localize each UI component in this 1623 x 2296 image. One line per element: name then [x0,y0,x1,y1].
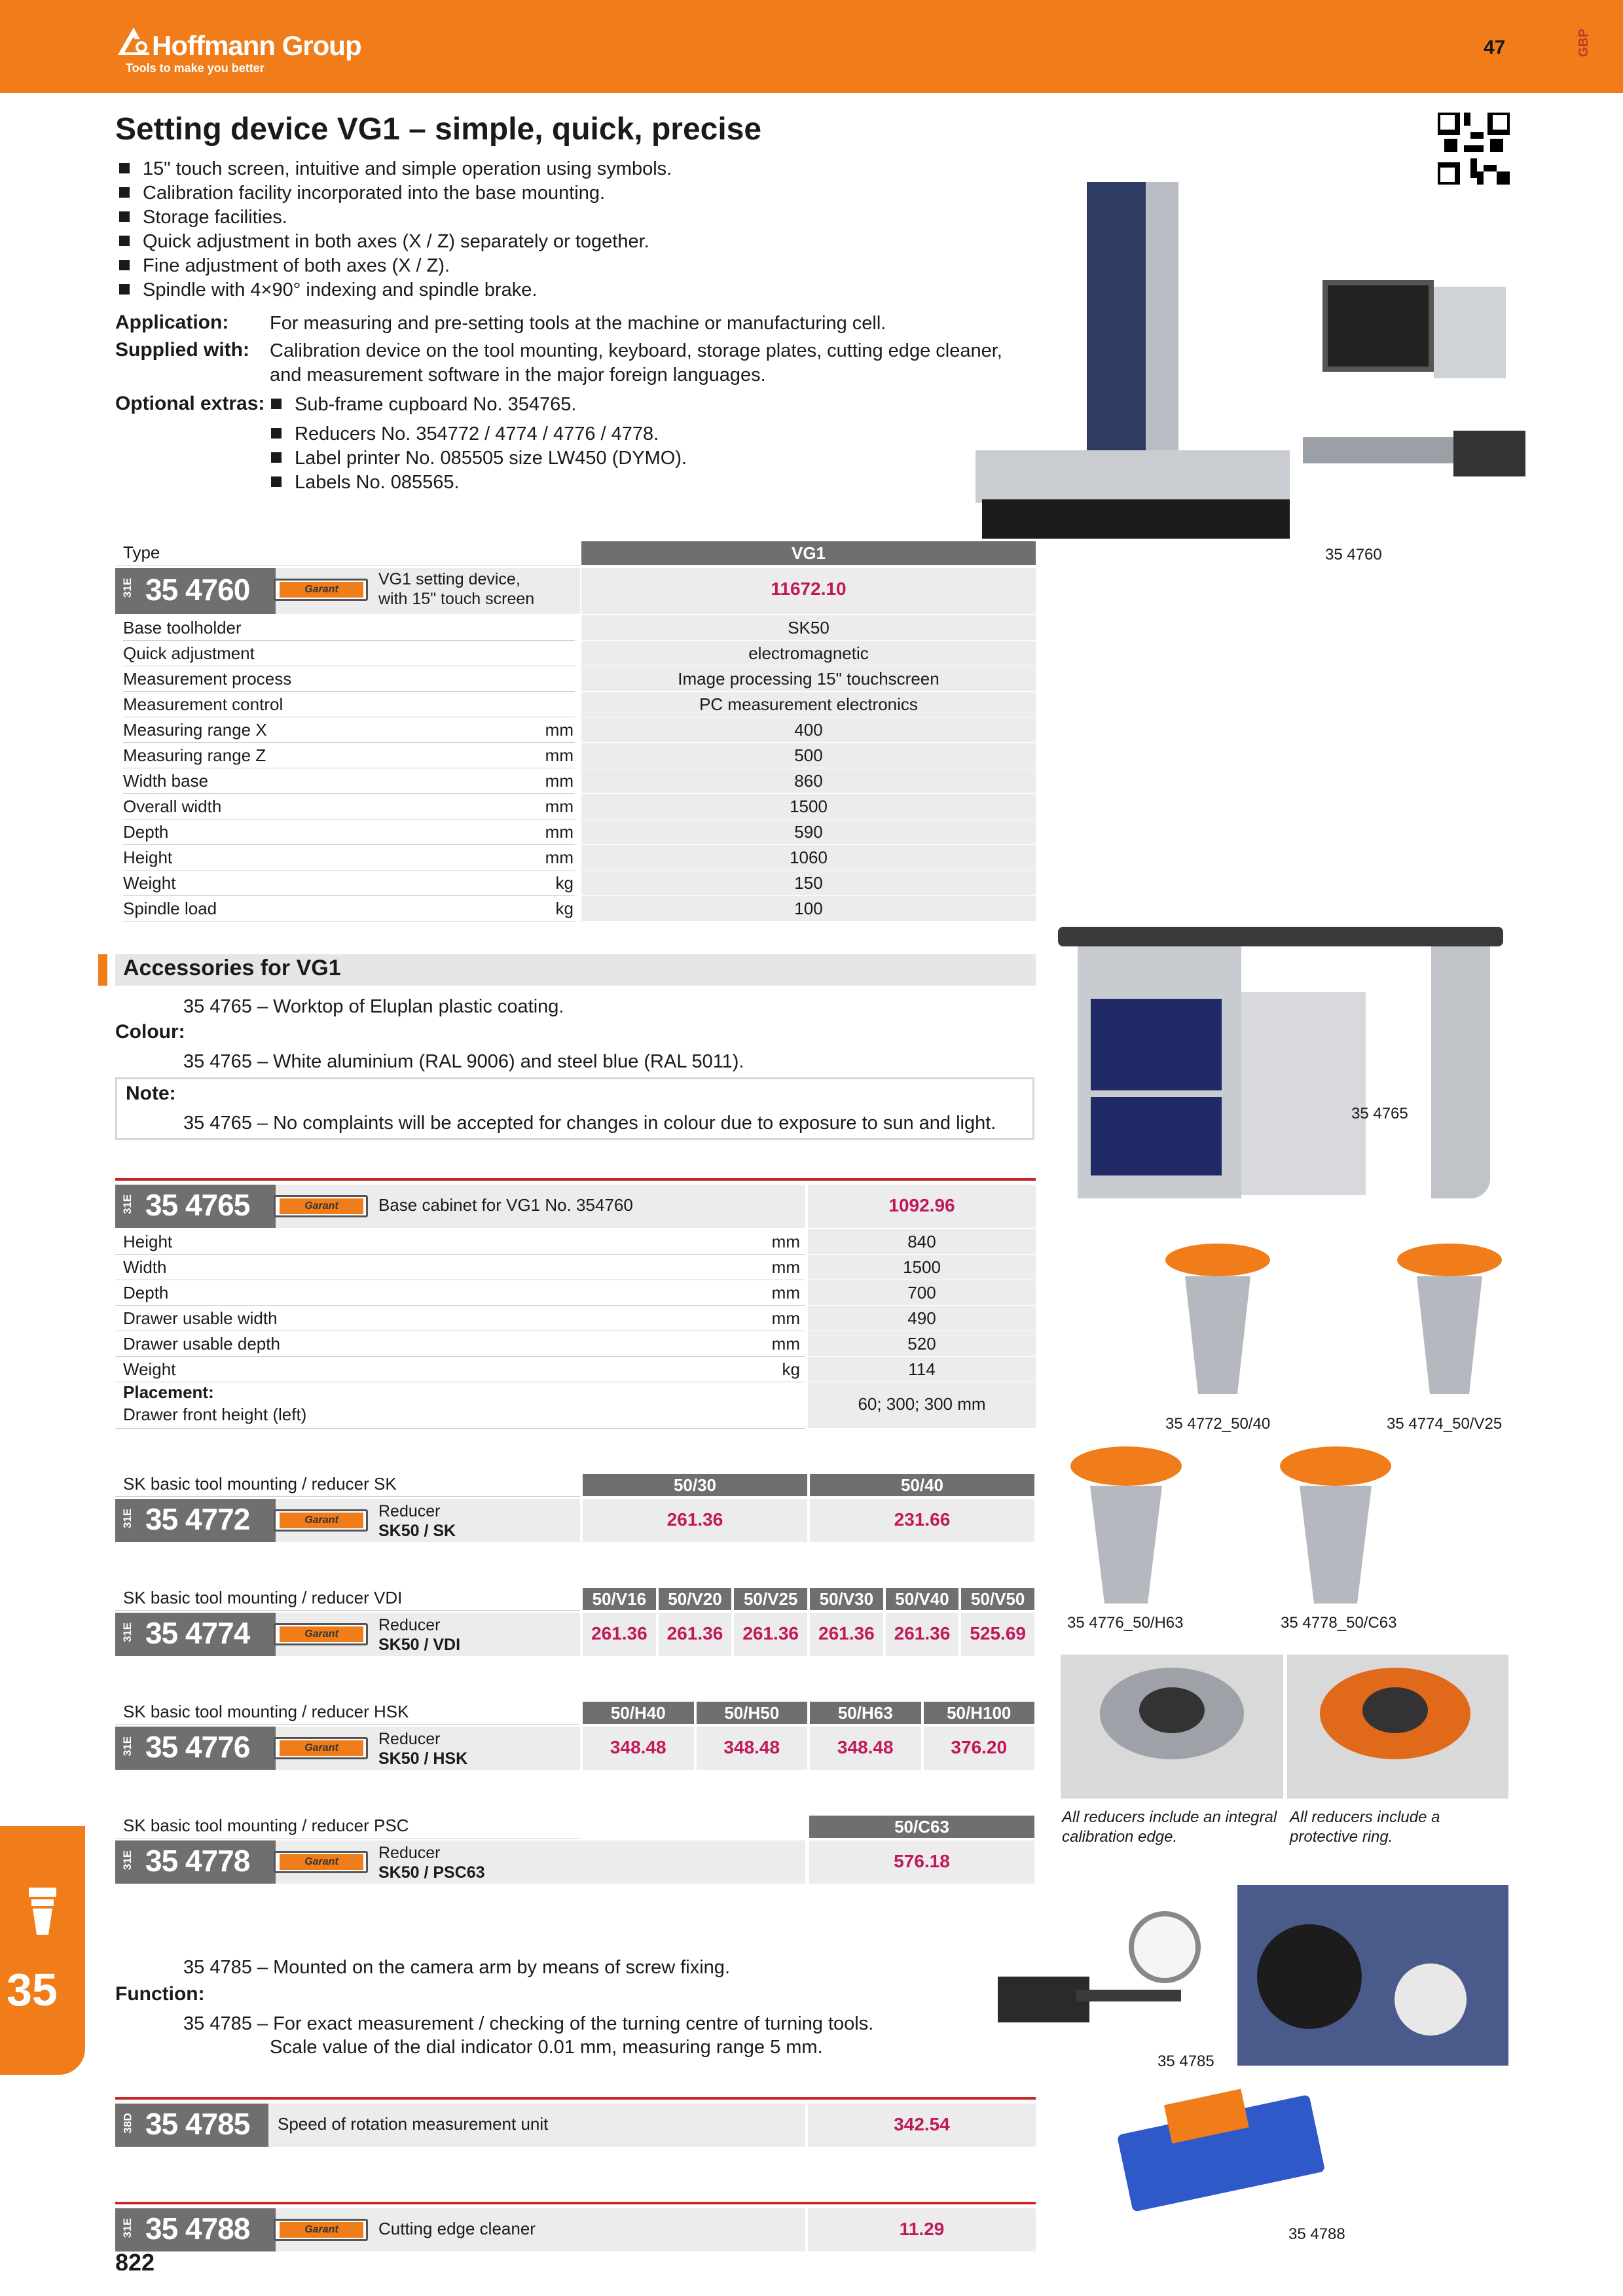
spec-unit: mm [545,771,574,791]
spec-value: SK50 [581,615,1036,641]
article-prefix: 31E [121,1850,134,1871]
article-number[interactable]: 35 4778 [145,1844,250,1878]
spec-value: 1500 [808,1255,1036,1280]
reducer-title: SK basic tool mounting / reducer SK [115,1471,580,1497]
price: 348.48 [723,1737,780,1757]
section-heading: Accessories for VG1 [123,956,341,980]
spec-unit: mm [545,720,574,740]
feature-item: Spindle with 4×90° indexing and spindle brake. [119,278,538,302]
price: 261.36 [591,1623,647,1643]
spec-label: Weight [123,1359,176,1379]
dial-mounted-photo [1237,1885,1508,2066]
hoffmann-logo-icon [115,24,152,60]
price: 11.29 [899,2219,945,2239]
article-prefix: 31E [121,577,134,598]
supplied-text: Calibration device on the tool mounting, keyboard, storage plates, cutting edge cleaner, [270,340,1002,361]
image-caption: 35 4785 [1158,2053,1214,2070]
section-marker [98,954,107,986]
size-column-header: 50/V20 [659,1588,732,1610]
price: 376.20 [951,1737,1008,1757]
article-number[interactable]: 35 4785 [145,2107,250,2141]
divider-line [115,2097,1036,2100]
function-label: Function: [115,1983,205,2005]
article-prefix: 31E [121,2217,134,2238]
image-caption: 35 4760 [1325,546,1382,564]
dial-indicator-image [978,1898,1214,2049]
spec-value: 520 [808,1331,1036,1357]
cabinet-image [1058,927,1503,1202]
speed-text: Scale value of the dial indicator 0.01 mm, measuring range 5 mm. [270,2037,823,2058]
reducer-image [1277,1440,1395,1610]
optional-item: Labels No. 085565. [271,471,460,495]
page-number: 47 [1484,37,1506,58]
spec-value: 150 [581,870,1036,896]
chapter-tab[interactable] [0,1826,85,2075]
note-text: 35 4765 – No complaints will be accepted for changes in colour due to exposure to sun and light. [183,1113,996,1134]
reducer-title: SK basic tool mounting / reducer HSK [115,1699,580,1725]
spec-unit [458,666,574,692]
price: 231.66 [894,1509,951,1530]
optional-item: Reducers No. 354772 / 4774 / 4776 / 4778. [271,422,659,446]
size-column-header: 50/C63 [809,1816,1034,1838]
size-column-header: 50/V16 [583,1588,656,1610]
spec-value: 490 [808,1306,1036,1331]
spec-value: 1500 [581,794,1036,819]
optional-item: Label printer No. 085505 size LW450 (DYMO). [271,446,687,471]
spec-unit: mm [771,1308,800,1328]
speed-text: 35 4785 – For exact measurement / checking of the turning centre of turning tools. [183,2013,874,2034]
article-description: Reducer SK50 / PSC63 [378,1844,485,1882]
spec-label: Depth [123,1283,169,1302]
spec-unit: mm [545,822,574,842]
spec-label: Depth [123,822,169,842]
cleaner-image [1112,2069,1330,2231]
spec-value: Image processing 15" touchscreen [581,666,1036,692]
reducer-image [1159,1237,1277,1401]
garant-badge: Garant [274,1509,368,1532]
garant-badge: Garant [274,2219,368,2241]
image-caption: 35 4765 [1351,1105,1408,1122]
garant-badge: Garant [274,1851,368,1873]
size-column-header: 50/H40 [583,1702,694,1724]
spec-unit: mm [545,848,574,867]
feature-item: Storage facilities. [119,206,287,230]
supplied-label: Supplied with: [115,339,249,361]
spec-value: 860 [581,768,1036,794]
chapter-number: 35 [7,1964,58,2015]
article-description: Reducer SK50 / SK [378,1502,456,1540]
optional-label: Optional extras: [115,393,265,414]
reducer-image [1067,1440,1185,1610]
brand-tagline: Tools to make you better [126,62,264,75]
reducer-title: SK basic tool mounting / reducer VDI [115,1585,580,1611]
spec-label: Base toolholder [123,618,242,637]
article-prefix: 31E [121,1622,134,1643]
article-prefix: 31E [121,1736,134,1757]
article-description: Reducer SK50 / HSK [378,1730,468,1768]
size-column-header: 50/H100 [924,1702,1035,1724]
price: 261.36 [894,1623,951,1643]
spec-label: Overall width [123,797,222,816]
price: 576.18 [894,1851,950,1871]
accessory-text: 35 4765 – Worktop of Eluplan plastic coating. [183,996,564,1017]
spec-value: PC measurement electronics [581,692,1036,717]
spec-label: Weight [123,873,176,893]
article-number[interactable]: 35 4788 [145,2212,250,2246]
size-column-header: 50/V40 [886,1588,959,1610]
speed-text: 35 4785 – Mounted on the camera arm by means of screw fixing. [183,1957,730,1978]
spec-unit [458,692,574,717]
article-description: Base cabinet for VG1 No. 354760 [378,1195,633,1215]
spec-value: 500 [581,743,1036,768]
spec-label: Spindle load [123,899,217,918]
placement-value: 60; 300; 300 mm [858,1394,986,1414]
page-title: Setting device VG1 – simple, quick, precise [115,112,762,147]
spec-label: Measurement control [123,694,283,714]
spec-label: Drawer usable width [123,1308,278,1328]
article-prefix: 38D [121,2113,134,2134]
price: 11672.10 [771,579,847,599]
image-caption: All reducers include a protective ring. [1290,1808,1440,1846]
supplied-text: and measurement software in the major foreign languages. [270,365,766,386]
spec-unit: mm [545,797,574,816]
size-column-header: 50/H63 [810,1702,921,1724]
spec-value: 1060 [581,845,1036,870]
footer-page-number: 822 [115,2249,155,2276]
price: 261.36 [666,1509,723,1530]
accessory-text: 35 4765 – White aluminium (RAL 9006) and steel blue (RAL 5011). [183,1051,744,1072]
divider-line [115,2202,1036,2204]
placement-sub: Drawer front height (left) [123,1405,307,1424]
size-column-header: 50/V25 [734,1588,807,1610]
tool-holder-icon [24,1885,62,1937]
garant-badge: Garant [274,1195,368,1217]
spec-unit: kg [555,899,574,918]
protective-ring-photo [1287,1655,1508,1799]
spec-value: 100 [581,896,1036,922]
feature-item: Calibration facility incorporated into the base mounting. [119,181,605,206]
image-caption: All reducers include an integral calibration edge. [1062,1808,1277,1846]
spec-unit: mm [771,1232,800,1251]
feature-item: Fine adjustment of both axes (X / Z). [119,254,450,278]
price: 261.36 [818,1623,875,1643]
article-description: Reducer SK50 / VDI [378,1616,461,1654]
size-column-header: 50/30 [583,1474,807,1496]
spec-label: Height [123,1232,173,1251]
article-number[interactable]: 35 4772 [145,1502,250,1536]
spec-unit: kg [782,1359,800,1379]
spec-unit [458,615,574,641]
garant-badge: Garant [274,1623,368,1645]
spec-label: Width [123,1257,167,1277]
spec-value: 590 [581,819,1036,845]
spec-unit: mm [771,1334,800,1354]
reducer-image [1391,1237,1508,1401]
spec-label: Width base [123,771,209,791]
vg1-device-image [976,175,1539,542]
spec-value: electromagnetic [581,641,1036,666]
spec-unit [458,641,574,666]
spec-label: Drawer usable depth [123,1334,280,1354]
image-caption: 35 4774_50/V25 [1387,1415,1503,1433]
image-caption: 35 4788 [1288,2225,1345,2243]
article-number[interactable]: 35 4774 [145,1616,250,1650]
currency-label: GBP [1577,28,1592,58]
reducer-title: SK basic tool mounting / reducer PSC [115,1813,580,1839]
spec-value: 400 [581,717,1036,743]
qr-code-icon[interactable] [1438,113,1510,185]
row-divider [115,1428,805,1429]
placement-label: Placement: [123,1382,214,1402]
optional-item: Sub-frame cupboard No. 354765. [271,393,576,417]
type-label: Type [115,540,580,565]
feature-item: 15" touch screen, intuitive and simple operation using symbols. [119,157,672,181]
article-description: Speed of rotation measurement unit [278,2114,549,2134]
garant-badge: Garant [274,1737,368,1759]
size-column-header: 50/V50 [961,1588,1034,1610]
price: 261.36 [742,1623,799,1643]
size-column-header: 50/H50 [697,1702,808,1724]
article-prefix: 31E [121,1194,134,1215]
price: 348.48 [837,1737,894,1757]
spec-value: 700 [808,1280,1036,1306]
price: 525.69 [970,1623,1026,1643]
price: 261.36 [666,1623,723,1643]
image-caption: 35 4776_50/H63 [1067,1614,1184,1632]
article-description: VG1 setting device, with 15" touch screen [378,570,535,608]
article-number[interactable]: 35 4765 [145,1188,250,1222]
article-number[interactable]: 35 4760 [145,573,250,607]
application-text: For measuring and pre-setting tools at the machine or manufacturing cell. [270,313,886,334]
article-number[interactable]: 35 4776 [145,1730,250,1764]
spec-label: Height [123,848,173,867]
spec-value: 114 [808,1357,1036,1382]
spec-unit: mm [545,745,574,765]
feature-item: Quick adjustment in both axes (X / Z) separately or together. [119,230,649,254]
spec-unit: kg [555,873,574,893]
type-value: VG1 [581,541,1036,565]
spec-label: Quick adjustment [123,643,255,663]
divider-line [115,1178,1036,1181]
article-prefix: 31E [121,1508,134,1529]
application-label: Application: [115,312,229,333]
price: 342.54 [894,2114,950,2134]
size-column-header: 50/40 [810,1474,1034,1496]
spec-unit: mm [771,1257,800,1277]
spec-value: 840 [808,1229,1036,1255]
size-column-header: 50/V30 [810,1588,883,1610]
image-caption: 35 4772_50/40 [1165,1415,1271,1433]
spec-label: Measuring range X [123,720,267,740]
article-description: Cutting edge cleaner [378,2219,536,2238]
note-label: Note: [126,1083,176,1104]
calibration-edge-photo [1061,1655,1283,1799]
price: 1092.96 [888,1195,955,1215]
colour-label: Colour: [115,1021,185,1043]
image-caption: 35 4778_50/C63 [1281,1614,1397,1632]
price: 348.48 [610,1737,666,1757]
spec-label: Measuring range Z [123,745,266,765]
spec-label: Measurement process [123,669,292,689]
brand-name: Hoffmann Group [152,30,361,61]
spec-unit: mm [771,1283,800,1302]
garant-badge: Garant [274,579,368,601]
